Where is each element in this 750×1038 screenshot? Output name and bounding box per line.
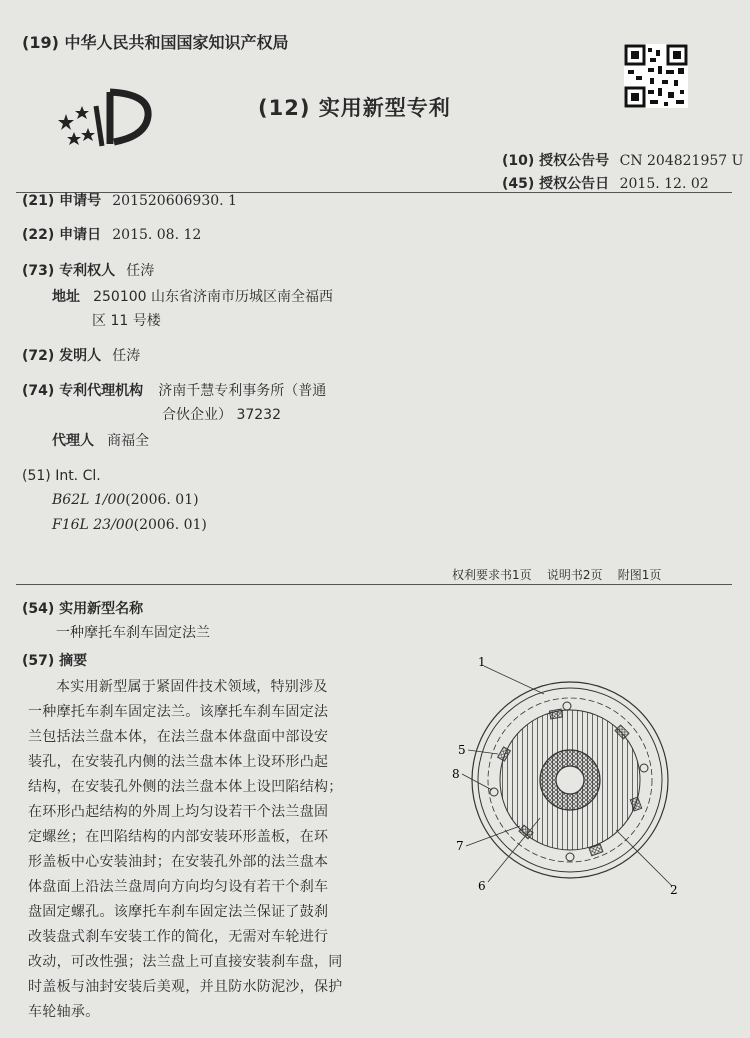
abstract-line: 改动，可改性强；法兰盘上可直接安装刹车盘，同 (28, 954, 343, 970)
address-line1: 250100 山东省济南市历城区南全福西 (93, 289, 333, 305)
intcl-2-code: F16L 23/00 (52, 517, 134, 533)
address-line2: 区 11 号楼 (92, 313, 161, 329)
abstract-line: 定螺丝；在凹陷结构的内部安装环形盖板，在环 (28, 829, 329, 845)
app-date-value: 2015. 08. 12 (112, 227, 202, 243)
qr-code-icon (624, 44, 688, 108)
address-label: 地址 (52, 289, 80, 305)
inventor-label: (72) 发明人 (22, 348, 102, 364)
owner-label: (73) 专利权人 (22, 263, 116, 279)
abstract-body (0, 676, 420, 1026)
agent-value: 商福全 (107, 433, 150, 449)
label-5: 5 (458, 743, 466, 757)
label-1: 1 (478, 655, 486, 669)
section-divider (16, 584, 732, 585)
abstract-line: 改装盘式刹车安装工作的简化，无需对车轮进行 (28, 929, 329, 945)
intcl-1-date: (2006. 01) (125, 492, 199, 508)
patent-type-title: (12) 实用新型专利 (258, 96, 451, 120)
abstract-line: 在环形凸起结构的外周上均匀设若干个法兰盘固 (28, 804, 329, 820)
agent-label: 代理人 (52, 433, 94, 449)
abstract-line: 兰包括法兰盘本体，在法兰盘本体盘面中部设安 (28, 729, 329, 745)
app-date-label: (22) 申请日 (22, 227, 102, 243)
abstract-label: (57) 摘要 (22, 653, 88, 669)
agency-line2: 合伙企业） 37232 (162, 407, 281, 423)
intcl-label: (51) Int. Cl. (22, 468, 101, 484)
intcl-2-date: (2006. 01) (133, 517, 207, 533)
pub-date-label: (45) 授权公告日 (502, 176, 610, 192)
pub-date-row (502, 173, 709, 193)
pub-no-value: CN 204821957 U (619, 153, 744, 169)
pub-no-row (502, 150, 743, 170)
abstract-line: 一种摩托车刹车固定法兰。该摩托车刹车固定法 (28, 704, 329, 720)
page-count-info: 权利要求书1页 说明书2页 附图1页 (452, 568, 662, 582)
app-no-value: 201520606930. 1 (112, 193, 237, 209)
agency-label: (74) 专利代理机构 (22, 383, 144, 399)
oil-seal-hole (556, 766, 584, 794)
abstract-line: 体盘面上沿法兰盘周向方向均匀设有若干个刹车 (28, 879, 329, 895)
label-7: 7 (456, 839, 464, 853)
label-2: 2 (670, 883, 678, 897)
issuing-office: (19) 中华人民共和国国家知识产权局 (22, 33, 289, 52)
flange-figure (440, 650, 690, 900)
title-label: (54) 实用新型名称 (22, 601, 144, 617)
abstract-line: 装孔，在安装孔内侧的法兰盘本体上设环形凸起 (28, 754, 329, 770)
abstract-line: 本实用新型属于紧固件技术领域，特别涉及 (56, 679, 328, 695)
abstract-line: 车轮轴承。 (28, 1004, 100, 1020)
abstract-line: 结构，在安装孔外侧的法兰盘本体上设凹陷结构； (28, 779, 343, 795)
label-6: 6 (478, 879, 486, 893)
pub-date-value: 2015. 12. 02 (619, 176, 709, 192)
abstract-line: 时盖板与油封安装后美观，并且防水防泥沙，保护 (28, 979, 343, 995)
abstract-line: 形盖板中心安装油封；在安装孔外部的法兰盘本 (28, 854, 329, 870)
abstract-line: 盘固定螺孔。该摩托车刹车固定法兰保证了鼓刹 (28, 904, 329, 920)
agency-line1: 济南千慧专利事务所（普通 (158, 383, 327, 399)
utility-model-name: 一种摩托车刹车固定法兰 (56, 625, 210, 641)
inventor-value: 任涛 (112, 348, 141, 364)
app-no-label: (21) 申请号 (22, 193, 102, 209)
owner-value: 任涛 (126, 263, 155, 279)
intcl-1-code: B62L 1/00 (52, 492, 126, 508)
pub-no-label: (10) 授权公告号 (502, 153, 610, 169)
cnipa-logo (52, 84, 162, 154)
label-8: 8 (452, 767, 460, 781)
